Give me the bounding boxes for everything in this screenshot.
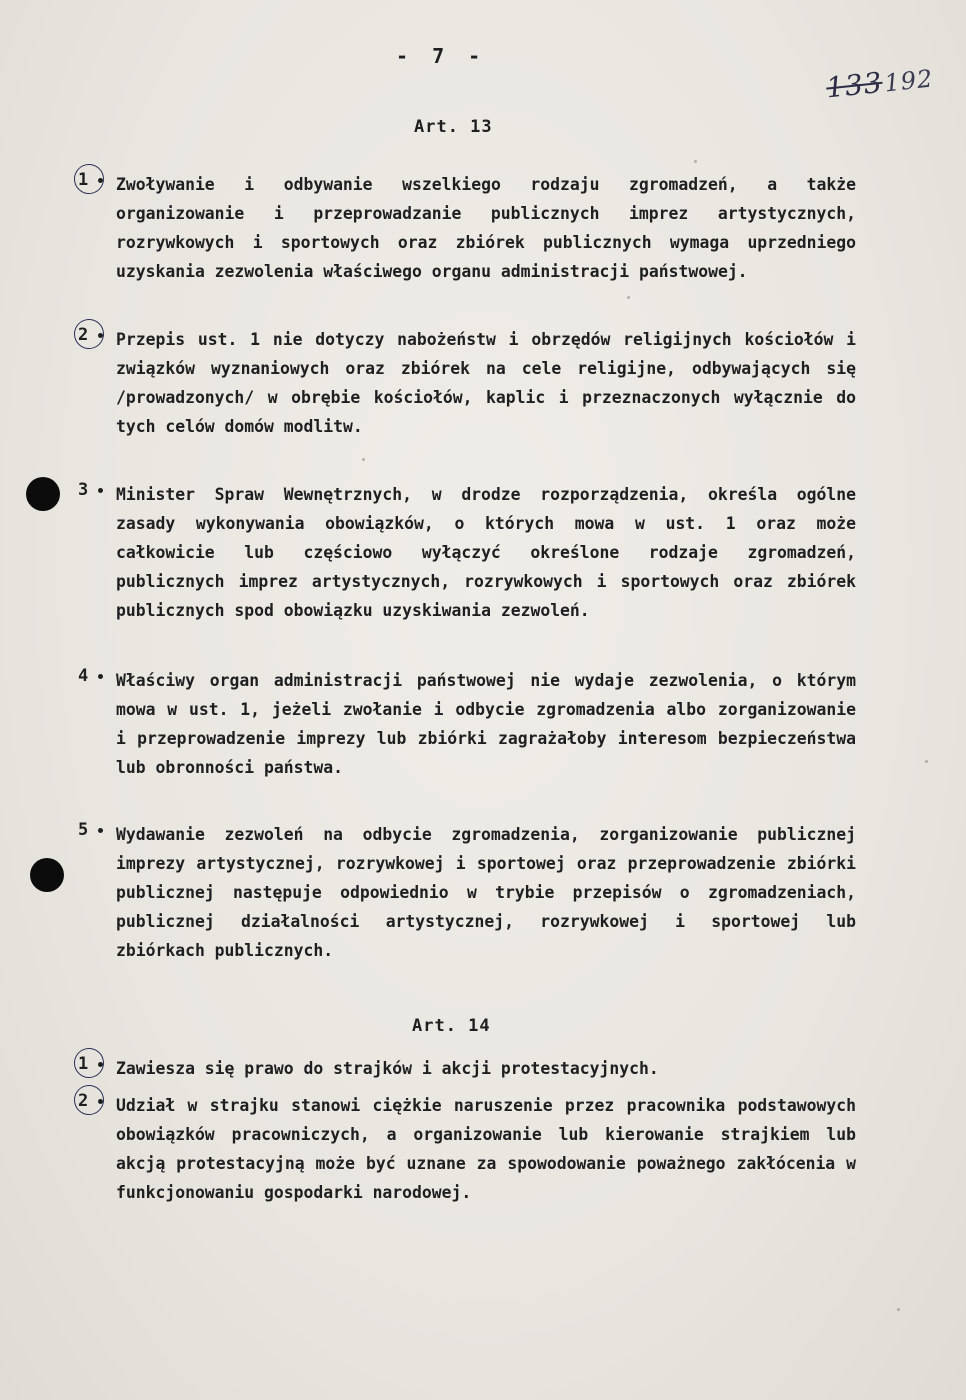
paragraph-number: 1: [78, 1054, 89, 1074]
punch-hole-bottom: [30, 858, 64, 892]
paragraph-text: Wydawanie zezwoleń na odbycie zgromadzenia, zorganizowanie publicznej imprezy artystycznej, rozrywkowej i sportowej oraz przeprowadzenie zbiórki publicznej następuje odpowiednio w trybie przepisów o zgromadzeniach, publicznej działalności artystycznej, rozrywkowej i sportowej lub zbiórkach publicznych.: [116, 825, 856, 960]
paragraph-number: 4: [78, 666, 89, 686]
paragraph-text: Minister Spraw Wewnętrznych, w drodze rozporządzenia, określa ogólne zasady wykonywania obowiązków, o których mowa w ust. 1 oraz może całkowicie lub częściowo wyłączyć określone rodzaje zgromadzeń, publicznych imprez artystycznych, rozrywkowych i sportowych oraz zbiórek publicznych spod obowiązku uzyskiwania zezwoleń.: [116, 485, 856, 620]
paragraph-dot: [98, 333, 103, 338]
paragraph-text: Zwoływanie i odbywanie wszelkiego rodzaju zgromadzeń, a także organizowanie i przeprowadzanie publicznych imprez artystycznych, rozrywkowych i sportowych oraz zbiórek publicznych wymaga uprzedniego uzyskania zezwolenia właściwego organu administracji państwowej.: [116, 175, 856, 281]
paragraph-dot: [98, 488, 103, 493]
paragraph-number: 2: [78, 1091, 89, 1111]
paper-speck: [925, 760, 928, 763]
page-number: - 7 -: [396, 44, 487, 68]
paragraph-dot: [98, 674, 103, 679]
article-14-heading: Art. 14: [412, 1016, 491, 1036]
paragraph-text: Właściwy organ administracji państwowej nie wydaje zezwolenia, o którym mowa w ust. 1, jeżeli zwołanie i odbycie zgromadzenia albo zorganizowanie i przeprowadzenie imprezy lub zbiórki zagrażałoby interesom bezpieczeństwa lub obronności państwa.: [116, 671, 856, 777]
paper-speck: [627, 296, 630, 299]
article-13-heading: Art. 13: [414, 117, 493, 137]
paragraph-dot: [98, 1062, 103, 1067]
paragraph-number: 3: [78, 480, 89, 500]
paragraph-dot: [98, 178, 103, 183]
paragraph-text: Zawiesza się prawo do strajków i akcji protestacyjnych.: [116, 1059, 659, 1078]
paragraph-number: 1: [78, 170, 89, 190]
paragraph-dot: [98, 1099, 103, 1104]
paragraph-text: Przepis ust. 1 nie dotyczy nabożeństw i obrzędów religijnych kościołów i związków wyznaniowych oraz zbiórek na cele religijne, odbywających się /prowadzonych/ w obrębie kościołów, kaplic i przeznaczonych wyłącznie do tych celów domów modlitw.: [116, 330, 856, 436]
paper-speck: [897, 1308, 900, 1311]
punch-hole-top: [26, 477, 60, 511]
paper-speck: [694, 160, 697, 163]
struck-folio: 133: [824, 65, 885, 105]
paragraph-number: 5: [78, 820, 89, 840]
paragraph-text: Udział w strajku stanowi ciężkie naruszenie przez pracownika podstawowych obowiązków pracowniczych, a organizowanie lub kierowanie strajkiem lub akcją protestacyjną może być uznane za spowodowanie poważnego zakłócenia w funkcjonowaniu gospodarki narodowej.: [116, 1096, 856, 1202]
handwritten-folio-number: [825, 60, 935, 104]
paragraph-dot: [98, 828, 103, 833]
paragraph-number: 2: [78, 325, 89, 345]
current-folio: 192: [883, 64, 935, 98]
paper-speck: [362, 458, 365, 461]
